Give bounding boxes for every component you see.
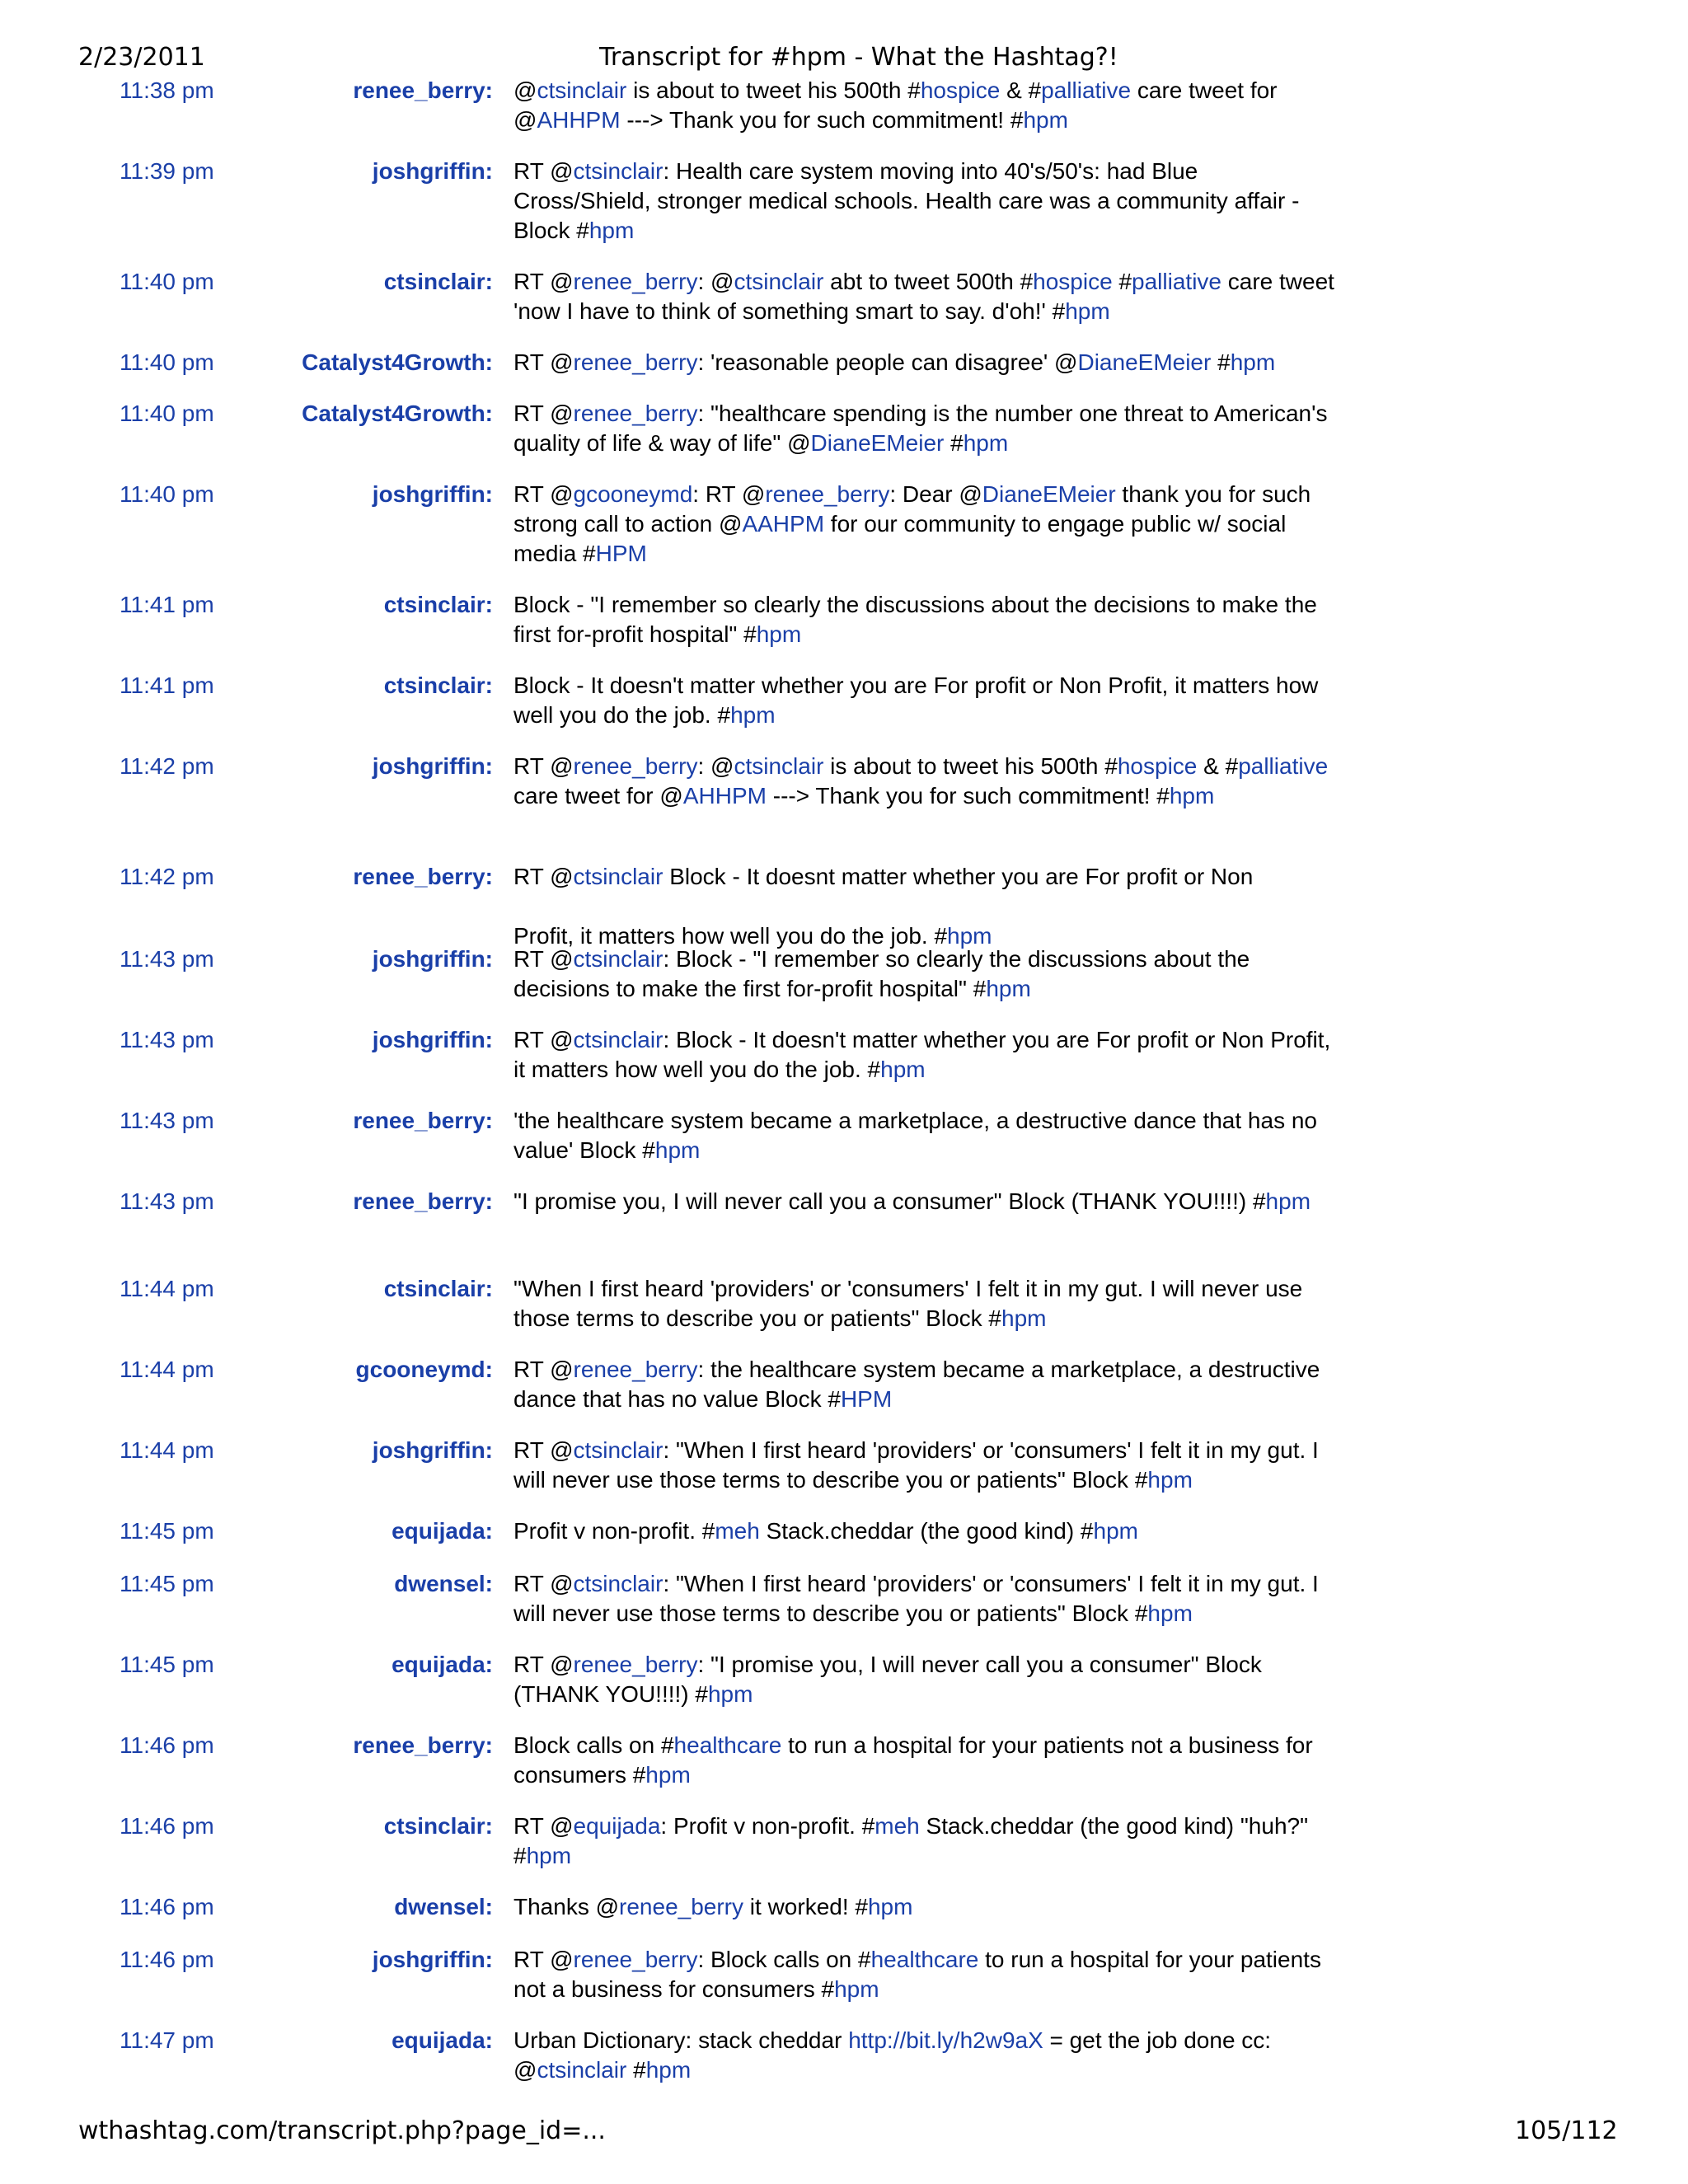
tweet-time[interactable]: 11:44 pm (120, 1357, 214, 1382)
tweet-text (513, 1731, 1338, 1790)
tweet-link[interactable]: hpm (880, 1057, 926, 1082)
tweet-author[interactable]: joshgriffin: (372, 1027, 493, 1052)
tweet-text-segment: # (1112, 269, 1132, 294)
tweet-text-segment: Block - It doesnt matter whether you are For profit or Non (663, 864, 1254, 889)
tweet-link[interactable]: hpm (1147, 1601, 1193, 1626)
tweet-link[interactable]: hpm (1065, 298, 1110, 324)
tweet-link[interactable]: renee_berry (573, 753, 698, 779)
tweet-author[interactable]: joshgriffin: (372, 1437, 493, 1463)
tweet-link[interactable]: hpm (526, 1843, 572, 1868)
tweet-link[interactable]: equijada (573, 1813, 661, 1839)
tweet-text-segment: RT @ (513, 1437, 574, 1463)
tweet-text-segment: is about to tweet his 500th # (626, 77, 921, 103)
tweet-link[interactable]: renee_berry (573, 269, 698, 294)
tweet-link[interactable]: hpm (1169, 783, 1215, 808)
tweet-time[interactable]: 11:40 pm (120, 269, 214, 294)
tweet-link[interactable]: AAHPM (742, 511, 825, 537)
tweet-text-segment: : Health care system moving into 40's/50's: had Blue Cross/Shield, stronger medical schools. Health care was a community affair - Block # (513, 158, 1300, 243)
tweet-link[interactable]: DianeEMeier (1077, 349, 1212, 375)
tweet-text (513, 944, 1338, 1004)
tweet-link[interactable]: hpm (645, 1762, 691, 1788)
tweet-author[interactable]: gcooneymd: (355, 1357, 493, 1382)
tweet-link[interactable]: ctsinclair (573, 1571, 663, 1596)
tweet-link[interactable]: hospice (1117, 753, 1198, 779)
tweet-time[interactable]: 11:43 pm (120, 1188, 214, 1214)
tweet-link[interactable]: hpm (1147, 1467, 1193, 1493)
tweet-text (513, 671, 1338, 730)
tweet-text-segment: & # (1000, 77, 1042, 103)
tweet-text (513, 1355, 1338, 1414)
tweet-text-segment: thank you for such strong call to action @ (513, 481, 1311, 537)
tweet-link[interactable]: hpm (1001, 1305, 1047, 1331)
tweet-text-segment: : @ (697, 269, 734, 294)
tweet-text-segment: to run a hospital for your patients not a business for consumers # (513, 1732, 1313, 1788)
tweet-text-segment: abt to tweet 500th # (823, 269, 1034, 294)
tweet-text-segment: & # (1197, 753, 1239, 779)
tweet-link[interactable]: hpm (707, 1681, 753, 1707)
tweet-author[interactable]: renee_berry: (353, 1108, 493, 1133)
tweet-text-segment: RT @ (513, 481, 574, 507)
tweet-time[interactable]: 11:46 pm (120, 1947, 214, 1972)
tweet-text (513, 1516, 1338, 1546)
tweet-text-segment: RT @ (513, 1571, 574, 1596)
tweet-time[interactable]: 11:45 pm (120, 1652, 214, 1677)
tweet-link[interactable]: hpm (1023, 107, 1068, 133)
tweet-time[interactable]: 11:41 pm (120, 592, 214, 617)
tweet-link[interactable]: hpm (730, 702, 776, 728)
tweet-link[interactable]: DianeEMeier (810, 430, 945, 456)
tweet-text (513, 1650, 1338, 1709)
tweet-link[interactable]: renee_berry (573, 1947, 698, 1972)
tweet-link[interactable]: hospice (920, 77, 1001, 103)
tweet-text-segment: is about to tweet his 500th # (823, 753, 1118, 779)
footer-url: wthashtag.com/transcript.php?page_id=... (78, 2116, 606, 2145)
tweet-text-segment: Profit v non-profit. # (513, 1518, 715, 1544)
tweet-link[interactable]: HPM (595, 541, 647, 566)
tweet-text-segment: Stack.cheddar (the good kind) # (759, 1518, 1094, 1544)
tweet-author[interactable]: ctsinclair: (383, 1276, 493, 1301)
tweet-text-segment: "I promise you, I will never call you a consumer" Block (THANK YOU!!!!) # (513, 1188, 1266, 1214)
tweet-time[interactable]: 11:43 pm (120, 946, 214, 972)
tweet-link[interactable]: hpm (963, 430, 1009, 456)
tweet-text-segment: # (944, 430, 964, 456)
tweet-link[interactable]: hospice (1033, 269, 1113, 294)
tweet-text (513, 752, 1338, 811)
tweet-time[interactable]: 11:45 pm (120, 1518, 214, 1544)
tweet-link[interactable]: ctsinclair (537, 2057, 627, 2083)
tweet-link[interactable]: hpm (1265, 1188, 1311, 1214)
tweet-time[interactable]: 11:42 pm (120, 753, 214, 779)
page-date: 2/23/2011 (78, 43, 205, 72)
tweet-link[interactable]: hpm (947, 923, 992, 949)
tweet-text-segment: Block - "I remember so clearly the discussions about the decisions to make the first for-profit hospital" # (513, 592, 1317, 647)
tweet-text-segment: Stack.cheddar (the good kind) "huh?" # (513, 1813, 1309, 1868)
tweet-author[interactable]: ctsinclair: (383, 269, 493, 294)
tweet-text-segment: : @ (697, 753, 734, 779)
tweet-text-segment: : Block - It doesn't matter whether you are For profit or Non Profit, it matters how well you do the job. # (513, 1027, 1331, 1082)
tweet-text-segment: RT @ (513, 158, 574, 184)
tweet-text-segment: RT @ (513, 1813, 574, 1839)
tweet-text (513, 1274, 1338, 1333)
tweet-time[interactable]: 11:39 pm (120, 158, 214, 184)
tweet-author[interactable]: equijada: (392, 1652, 493, 1677)
tweet-time[interactable]: 11:47 pm (120, 2027, 214, 2053)
tweet-time[interactable]: 11:40 pm (120, 349, 214, 375)
tweet-link[interactable]: hpm (645, 2057, 692, 2083)
tweet-author[interactable]: joshgriffin: (372, 158, 493, 184)
page-number: 105/112 (1515, 2116, 1618, 2145)
tweet-text-segment: care tweet for @ (513, 77, 1278, 133)
tweet-author[interactable]: dwensel: (394, 1894, 493, 1919)
tweet-text (513, 2026, 1338, 2085)
tweet-time[interactable]: 11:43 pm (120, 1027, 214, 1052)
tweet-author[interactable]: joshgriffin: (372, 946, 493, 972)
tweet-time[interactable]: 11:41 pm (120, 673, 214, 698)
tweet-link[interactable]: renee_berry (573, 349, 698, 375)
tweet-author[interactable]: renee_berry: (353, 1732, 493, 1758)
tweet-text-segment: RT @ (513, 1357, 574, 1382)
tweet-text (513, 862, 1338, 951)
tweet-author[interactable]: Catalyst4Growth: (302, 349, 493, 375)
tweet-link[interactable]: healthcare (870, 1947, 979, 1972)
tweet-text-segment: : Dear @ (889, 481, 982, 507)
tweet-text-segment: RT @ (513, 946, 574, 972)
tweet-text-segment: "When I first heard 'providers' or 'consumers' I felt it in my gut. I will never use those terms to describe you or patients" Block # (513, 1276, 1303, 1331)
tweet-text (513, 1569, 1338, 1629)
tweet-text-segment: : RT @ (692, 481, 766, 507)
tweet-link[interactable]: hpm (654, 1137, 701, 1163)
tweet-text (513, 76, 1338, 135)
tweet-text (513, 1811, 1338, 1871)
tweet-text-segment: : the healthcare system became a marketplace, a destructive dance that has no value Block # (513, 1357, 1320, 1412)
tweet-time[interactable]: 11:46 pm (120, 1813, 214, 1839)
tweet-text-segment: : Block - "I remember so clearly the discussions about the decisions to make the first for-profit hospital" # (513, 946, 1250, 1001)
tweet-link[interactable]: DianeEMeier (982, 481, 1116, 507)
tweet-link[interactable]: ctsinclair (573, 946, 663, 972)
tweet-link[interactable]: palliative (1041, 77, 1132, 103)
tweet-time[interactable]: 11:45 pm (120, 1571, 214, 1596)
tweet-link[interactable]: ctsinclair (573, 1027, 663, 1052)
tweet-text-segment: RT @ (513, 1947, 574, 1972)
tweet-link[interactable]: healthcare (673, 1732, 782, 1758)
tweet-text (513, 480, 1338, 569)
tweet-text-segment: : "I promise you, I will never call you a consumer" Block (THANK YOU!!!!) # (513, 1652, 1262, 1707)
tweet-link[interactable]: ctsinclair (573, 864, 663, 889)
tweet-author[interactable]: ctsinclair: (383, 1813, 493, 1839)
tweet-author[interactable]: renee_berry: (353, 864, 493, 889)
tweet-author[interactable]: ctsinclair: (383, 673, 493, 698)
tweet-time[interactable]: 11:40 pm (120, 401, 214, 426)
tweet-link[interactable]: ctsinclair (573, 158, 663, 184)
tweet-text (513, 590, 1338, 649)
tweet-author[interactable]: Catalyst4Growth: (302, 401, 493, 426)
tweet-text-segment: 'the healthcare system became a marketplace, a destructive dance that has no value' Block # (513, 1108, 1317, 1163)
tweet-text-segment: Block - It doesn't matter whether you are For profit or Non Profit, it matters how well you do the job. # (513, 673, 1319, 728)
tweet-text-segment: RT @ (513, 269, 574, 294)
tweet-author[interactable]: equijada: (392, 1518, 493, 1544)
tweet-text (513, 1436, 1338, 1495)
tweet-author[interactable]: ctsinclair: (383, 592, 493, 617)
tweet-text-segment: ---> Thank you for such commitment! # (766, 783, 1170, 808)
tweet-text-segment: for our community to engage public w/ social media # (513, 511, 1287, 566)
tweet-text (513, 1187, 1338, 1216)
tweet-text-segment: : 'reasonable people can disagree' @ (697, 349, 1078, 375)
tweet-time[interactable]: 11:44 pm (120, 1276, 214, 1301)
tweet-time[interactable]: 11:40 pm (120, 481, 214, 507)
tweet-link[interactable]: ctsinclair (734, 753, 824, 779)
tweet-time[interactable]: 11:42 pm (120, 864, 214, 889)
tweet-text-segment: to run a hospital for your patients not a business for consumers # (513, 1947, 1321, 2002)
tweet-author[interactable]: joshgriffin: (372, 481, 493, 507)
tweet-author[interactable]: dwensel: (394, 1571, 493, 1596)
tweet-text-segment: # (1211, 349, 1231, 375)
tweet-author[interactable]: renee_berry: (353, 1188, 493, 1214)
tweet-text-segment: RT @ (513, 753, 574, 779)
tweet-time[interactable]: 11:44 pm (120, 1437, 214, 1463)
tweet-text-segment: Urban Dictionary: stack cheddar (513, 2027, 849, 2053)
tweet-link[interactable]: http://bit.ly/h2w9aX (848, 2027, 1043, 2053)
tweet-text-segment: : Profit v non-profit. # (660, 1813, 875, 1839)
tweet-link[interactable]: meh (874, 1813, 920, 1839)
tweet-text-segment: RT @ (513, 401, 574, 426)
tweet-text (513, 157, 1338, 246)
tweet-text (513, 1025, 1338, 1085)
tweet-text (513, 348, 1338, 377)
tweet-text (513, 399, 1338, 458)
tweet-link[interactable]: gcooneymd (573, 481, 693, 507)
tweet-link[interactable]: ctsinclair (734, 269, 824, 294)
tweet-link[interactable]: hpm (588, 218, 635, 243)
tweet-text-segment: : "When I first heard 'providers' or 'consumers' I felt it in my gut. I will never use those terms to describe you or patients" Block # (513, 1571, 1319, 1626)
tweet-link[interactable]: palliative (1238, 753, 1329, 779)
tweet-link[interactable]: hpm (756, 621, 802, 647)
tweet-text-segment: ---> Thank you for such commitment! # (620, 107, 1024, 133)
tweet-link[interactable]: AHHPM (682, 783, 767, 808)
tweet-text-segment: RT @ (513, 1027, 574, 1052)
tweet-author[interactable]: renee_berry: (353, 77, 493, 103)
tweet-time[interactable]: 11:46 pm (120, 1732, 214, 1758)
tweet-author[interactable]: joshgriffin: (372, 753, 493, 779)
tweet-link[interactable]: AHHPM (537, 107, 621, 133)
tweet-link[interactable]: hpm (986, 976, 1031, 1001)
tweet-link[interactable]: hpm (834, 1976, 879, 2002)
tweet-text-segment: : "healthcare spending is the number one threat to American's quality of life & way of life" @ (513, 401, 1328, 456)
tweet-link[interactable]: ctsinclair (573, 1437, 663, 1463)
tweet-author[interactable]: equijada: (392, 2027, 493, 2053)
tweet-link[interactable]: renee_berry (619, 1894, 744, 1919)
tweet-author[interactable]: joshgriffin: (372, 1947, 493, 1972)
tweet-text-segment: Thanks @ (513, 1894, 620, 1919)
tweet-time[interactable]: 11:46 pm (120, 1894, 214, 1919)
tweet-text-segment: # (626, 2057, 646, 2083)
tweet-link[interactable]: renee_berry (573, 401, 698, 426)
tweet-text (513, 1945, 1338, 2004)
tweet-text-segment: RT @ (513, 1652, 574, 1677)
tweet-text-segment: care tweet for @ (513, 783, 683, 808)
tweet-text-segment: : Block calls on # (697, 1947, 871, 1972)
tweet-link[interactable]: hpm (867, 1894, 913, 1919)
tweet-text-segment: Profit, it matters how well you do the job. # (513, 923, 948, 949)
tweet-text-segment: RT @ (513, 864, 574, 889)
tweet-link[interactable]: renee_berry (765, 481, 890, 507)
tweet-link[interactable]: renee_berry (573, 1652, 698, 1677)
tweet-time[interactable]: 11:43 pm (120, 1108, 214, 1133)
tweet-text-segment: @ (513, 77, 537, 103)
tweet-link[interactable]: HPM (840, 1386, 893, 1412)
tweet-text-segment: RT @ (513, 349, 574, 375)
tweet-text-segment: Block calls on # (513, 1732, 674, 1758)
tweet-text (513, 1106, 1338, 1165)
tweet-text-segment: it worked! # (743, 1894, 868, 1919)
tweet-text (513, 1892, 1338, 1922)
tweet-link[interactable]: hpm (1230, 349, 1276, 375)
tweet-link[interactable]: meh (715, 1518, 760, 1544)
page-title: Transcript for #hpm - What the Hashtag?! (599, 43, 1118, 72)
tweet-text-segment: care tweet 'now I have to think of something smart to say. d'oh!' # (513, 269, 1334, 324)
tweet-link[interactable]: hpm (1093, 1518, 1138, 1544)
tweet-text-segment: : "When I first heard 'providers' or 'consumers' I felt it in my gut. I will never use those terms to describe you or patients" Block # (513, 1437, 1319, 1493)
tweet-text-segment: = get the job done cc: @ (513, 2027, 1272, 2083)
tweet-link[interactable]: renee_berry (573, 1357, 698, 1382)
tweet-time[interactable]: 11:38 pm (120, 77, 214, 103)
tweet-text (513, 267, 1338, 326)
tweet-link[interactable]: palliative (1132, 269, 1221, 294)
tweet-link[interactable]: ctsinclair (537, 77, 627, 103)
